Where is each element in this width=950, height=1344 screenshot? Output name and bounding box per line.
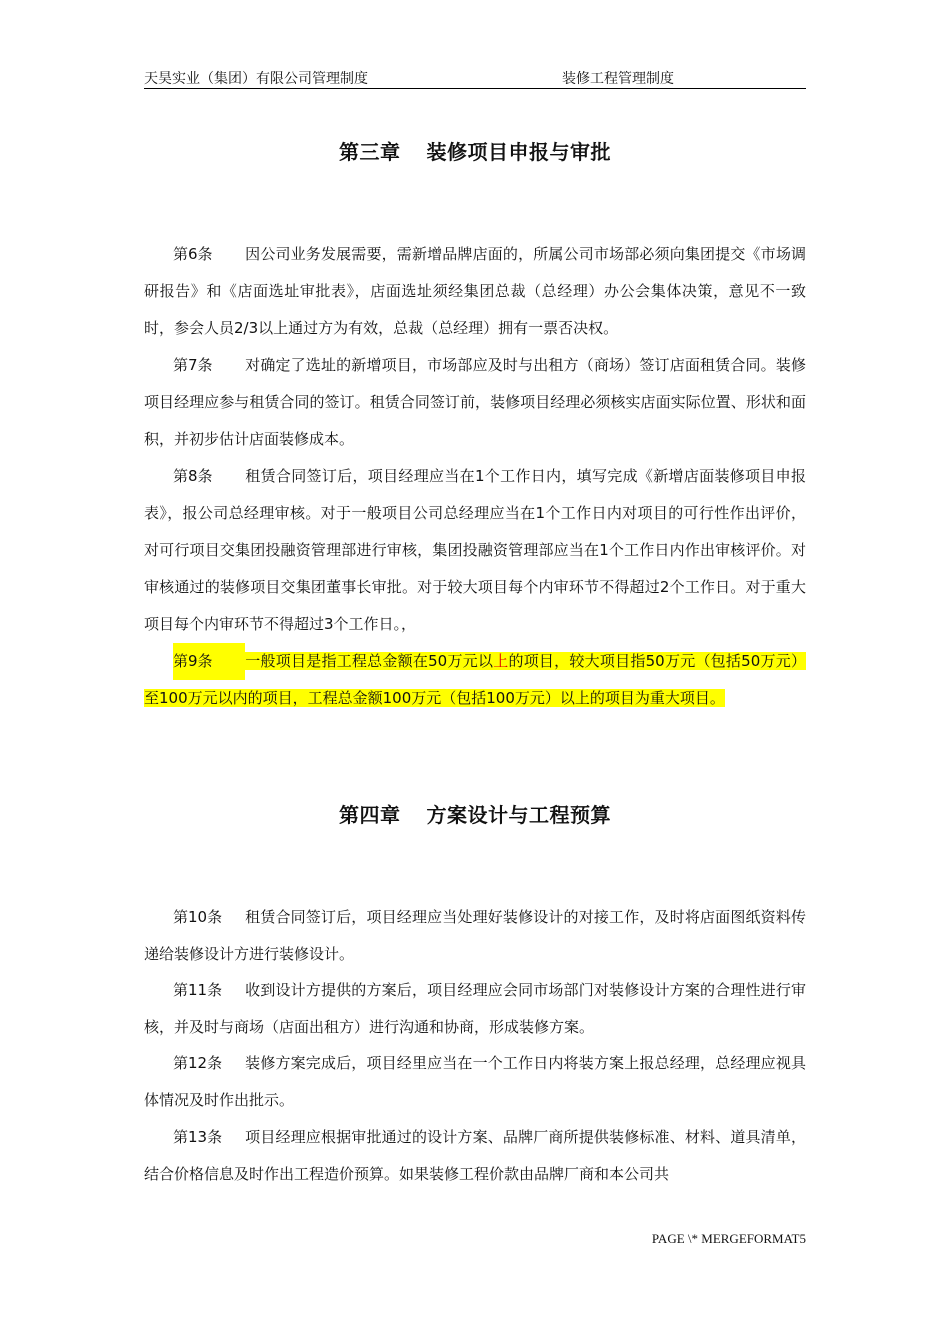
- article-9: [144, 643, 806, 717]
- chapter-3-heading: [144, 136, 806, 165]
- chapter-3-title: 装修项目申报与审批: [426, 140, 611, 164]
- article-9-text-a: 一般项目是指工程总金额在50万元以: [245, 652, 494, 670]
- chapter-3-number: 第三章: [339, 140, 401, 164]
- article-12: [144, 1045, 806, 1119]
- article-6-text: 因公司业务发展需要，需新增品牌店面的，所属公司市场部必须向集团提交《市场调研报告》和《店面选址审批表》，店面选址须经集团总裁（总经理）办公会集体决策，意见不一致时，参会人员2/3以上通过方为有效，总裁（总经理）拥有一票否决权。: [144, 245, 806, 337]
- article-10: [144, 899, 806, 973]
- chapter-4-heading: [144, 799, 806, 828]
- article-9-text-b: 的项目，较大项目指50万元（包括50万元）至100万元以内的项目，工程总金额100万元（包括100万元）以上的项目为重大项目。: [144, 652, 806, 707]
- article-12-text: 装修方案完成后，项目经里应当在一个工作日内将装方案上报总经理，总经理应视具体情况及时作出批示。: [144, 1054, 806, 1109]
- page-header: [144, 66, 806, 89]
- article-9-number: 第9条: [173, 643, 245, 680]
- article-10-text: 租赁合同签订后，项目经理应当处理好装修设计的对接工作，及时将店面图纸资料传递给装修设计方进行装修设计。: [144, 908, 806, 963]
- article-11-text: 收到设计方提供的方案后，项目经理应会同市场部门对装修设计方案的合理性进行审核，并及时与商场（店面出租方）进行沟通和协商，形成装修方案。: [144, 981, 806, 1036]
- article-8-number: 第8条: [173, 467, 213, 485]
- article-11: [144, 972, 806, 1046]
- article-11-number: 第11条: [173, 981, 223, 999]
- article-6-number: 第6条: [173, 245, 213, 263]
- article-7-text: 对确定了选址的新增项目，市场部应及时与出租方（商场）签订店面租赁合同。装修项目经理应参与租赁合同的签订。租赁合同签订前，装修项目经理必须核实店面实际位置、形状和面积，并初步估计店面装修成本。: [144, 356, 806, 448]
- article-9-text-red: 上: [493, 652, 509, 670]
- article-13: [144, 1119, 806, 1193]
- page-footer-field: PAGE \* MERGEFORMAT5: [651, 1231, 806, 1246]
- chapter-4-number: 第四章: [339, 803, 401, 827]
- article-8: [144, 458, 806, 643]
- article-7: [144, 347, 806, 458]
- article-13-number: 第13条: [173, 1128, 223, 1146]
- article-10-number: 第10条: [173, 908, 223, 926]
- chapter-4-title: 方案设计与工程预算: [426, 803, 611, 827]
- article-13-text: 项目经理应根据审批通过的设计方案、品牌厂商所提供装修标准、材料、道具清单，结合价格信息及时作出工程造价预算。如果装修工程价款由品牌厂商和本公司共: [144, 1128, 806, 1183]
- article-6: [144, 236, 806, 347]
- article-12-number: 第12条: [173, 1054, 223, 1072]
- header-company-title: 天昊实业（集团）有限公司管理制度: [144, 71, 368, 87]
- header-document-title: 装修工程管理制度: [562, 71, 674, 87]
- article-8-text: 租赁合同签订后，项目经理应当在1个工作日内，填写完成《新增店面装修项目申报表》，报公司总经理审核。对于一般项目公司总经理应当在1个工作日内对项目的可行性作出评价，对可行项目交集团投融资管理部进行审核，集团投融资管理部应当在1个工作日内作出审核评价。对审核通过的装修项目交集团董事长审批。对于较大项目每个内审环节不得超过2个工作日。对于重大项目每个内审环节不得超过3个工作日。，: [144, 467, 806, 633]
- article-7-number: 第7条: [173, 356, 213, 374]
